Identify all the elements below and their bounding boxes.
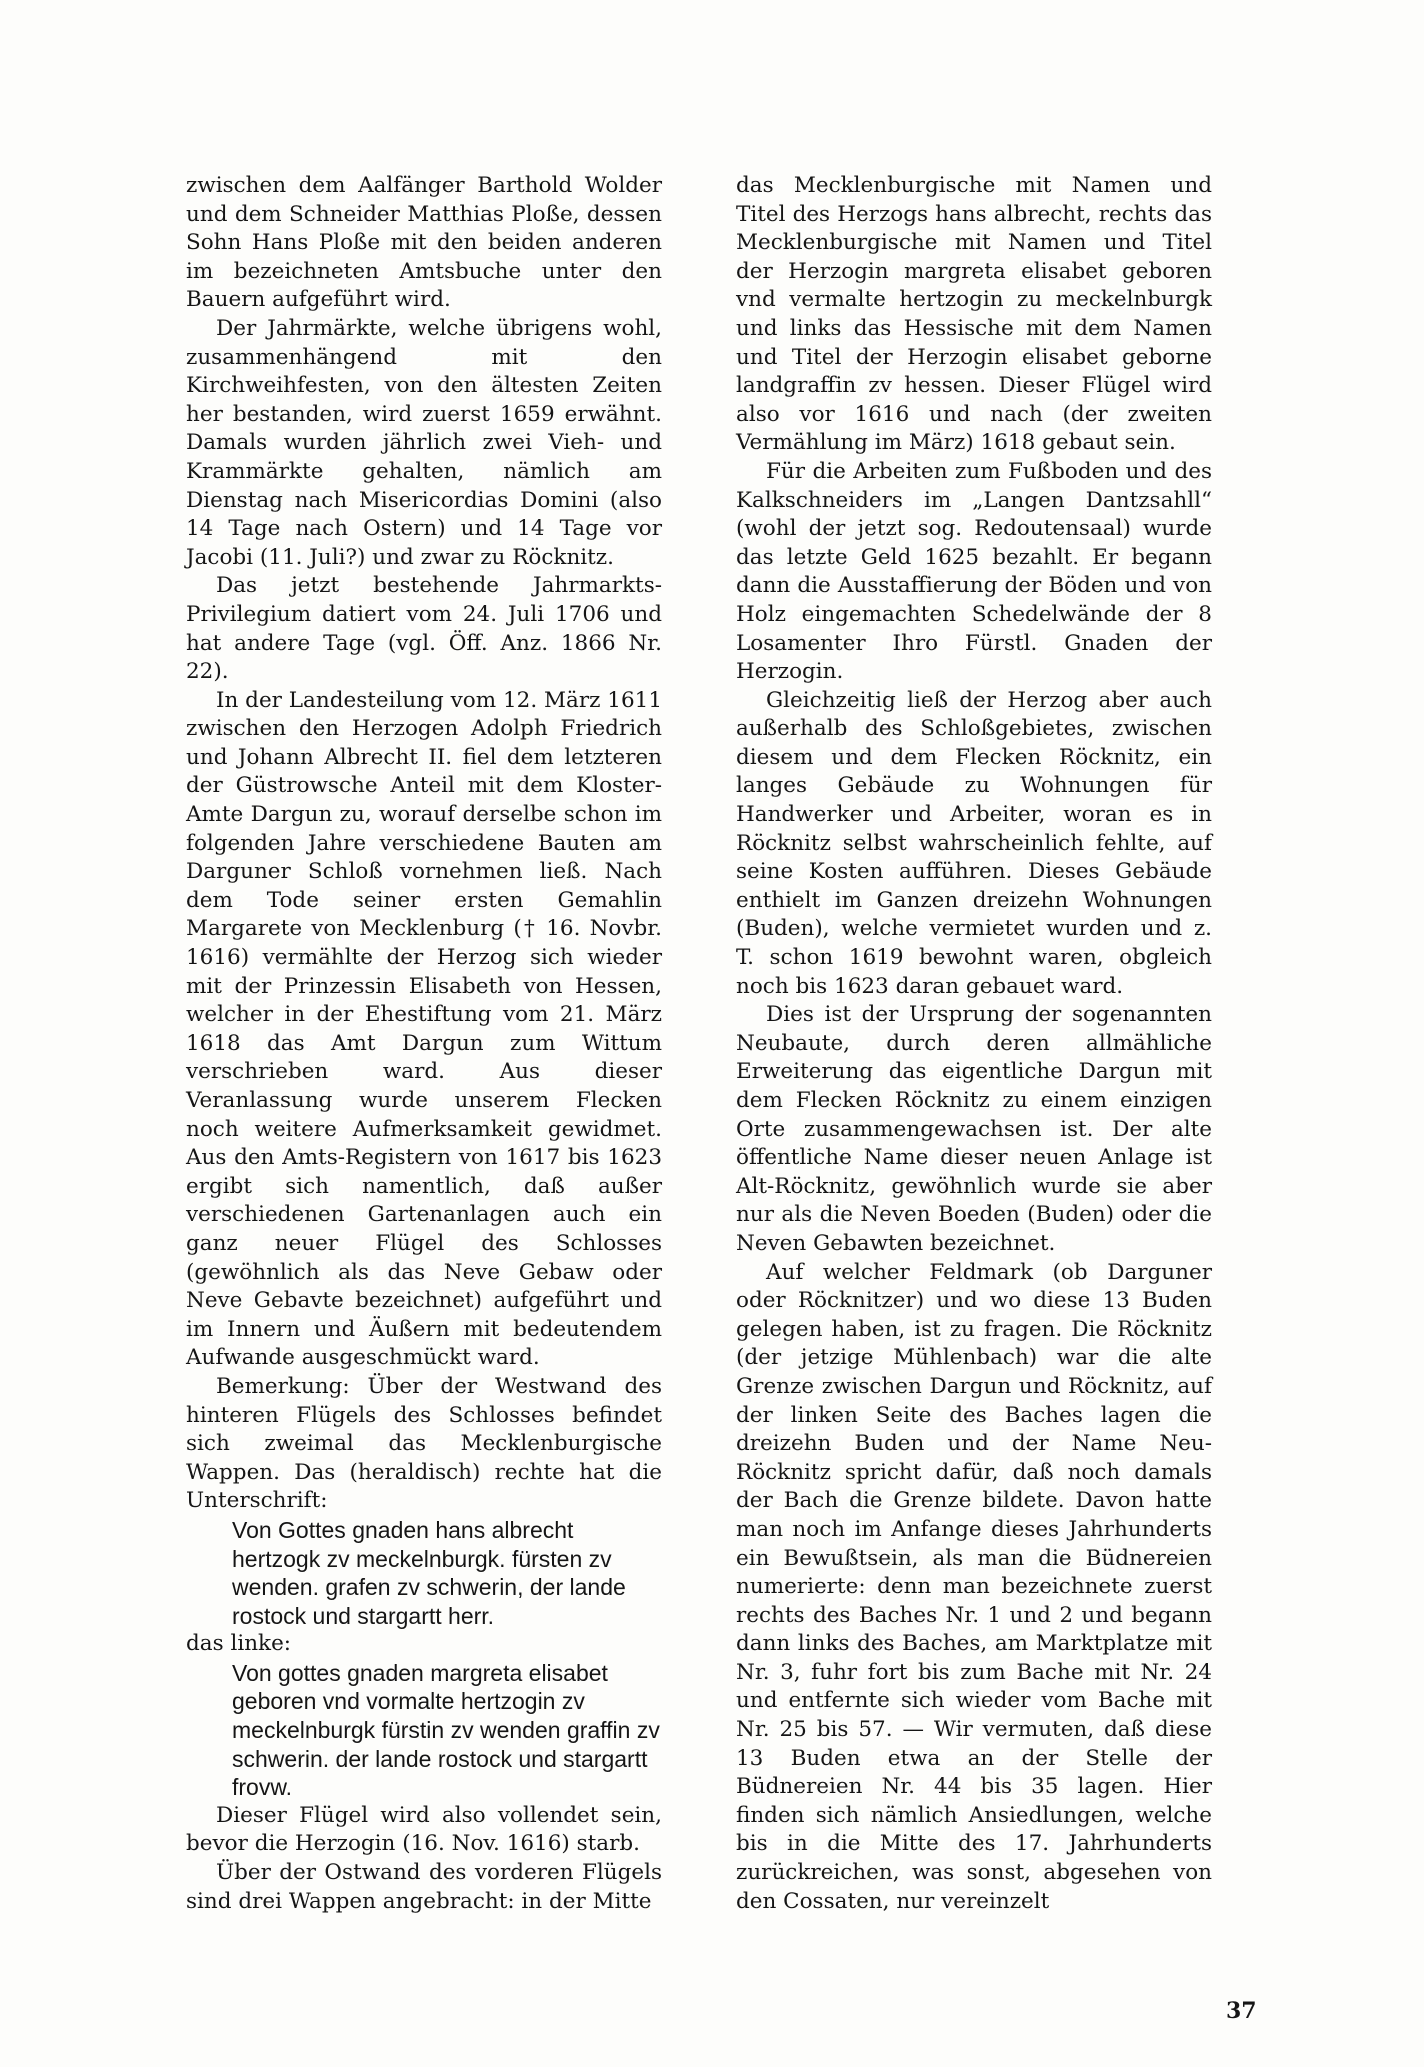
- paragraph: das Mecklenburgische mit Namen und Titel des Herzogs hans albrecht, rechts das Mecklenburgische mit Namen und Titel der Herzogin margreta elisabet geboren vnd vermalte hertzogin zu meckelnburgk und links das Hessische mit dem Namen und Titel der Herzogin elisabet geborne landgraffin zv hessen. Dieser Flügel wird also vor 1616 und nach (der zweiten Vermählung im März) 1618 gebaut sein.: [736, 173, 1212, 456]
- paragraph: Bemerkung: Über der Westwand des hinteren Flügels des Schlosses befindet sich zweimal das Mecklenburgische Wappen. Das (heraldisch) rechte hat die Unterschrift:: [186, 1373, 662, 1514]
- inscription-right-coat-of-arms: Von Gottes gnaden hans albrecht hertzogk zv meckelnburgk. fürsten zv wenden. grafen zv schwerin, der lande rostock und stargartt herr.: [232, 1516, 626, 1629]
- right-column: [736, 172, 1212, 1916]
- paragraph: Das jetzt bestehende Jahrmarkts-Privilegium datiert vom 24. Juli 1706 und hat andere Tage (vgl. Öff. Anz. 1866 Nr. 22).: [186, 573, 662, 685]
- paragraph: Für die Arbeiten zum Fußboden und des Kalkschneiders im „Langen Dantzsahll“ (wohl der jetzt sog. Redoutensaal) wurde das letzte Geld 1625 bezahlt. Er begann dann die Ausstaffierung der Böden und von Holz eingemachten Schedelwände der 8 Losamenter Ihro Fürstl. Gnaden der Herzogin.: [736, 458, 1212, 685]
- inscription-left-coat-of-arms: Von gottes gnaden margreta elisabet geboren vnd vormalte hertzogin zv meckelnburgk fürstin zv wenden graffin zv schwerin. der lande rostock und stargartt frovw.: [232, 1659, 660, 1801]
- page-number: 37: [1226, 1998, 1257, 2024]
- paragraph: das linke:: [186, 1631, 292, 1657]
- left-column: [186, 172, 662, 1916]
- paragraph: Über der Ostwand des vorderen Flügels sind drei Wappen angebracht: in der Mitte: [186, 1860, 662, 1914]
- paragraph: Der Jahrmärkte, welche übrigens wohl, zusammenhängend mit den Kirchweihfesten, von den ältesten Zeiten her bestanden, wird zuerst 1659 erwähnt. Damals wurden jährlich zwei Vieh- und Krammärkte gehalten, nämlich am Dienstag nach Misericordias Domini (also 14 Tage nach Ostern) und 14 Tage vor Jacobi (11. Juli?) und zwar zu Röcknitz.: [186, 315, 662, 570]
- paragraph: Auf welcher Feldmark (ob Darguner oder Röcknitzer) und wo diese 13 Buden gelegen haben, ist zu fragen. Die Röcknitz (der jetzige Mühlenbach) war die alte Grenze zwischen Dargun und Röcknitz, auf der linken Seite des Baches lagen die dreizehn Buden und der Name Neu-Röcknitz spricht dafür, daß noch damals der Bach die Grenze bildete. Davon hatte man noch im Anfange dieses Jahrhunderts ein Bewußtsein, als man die Büdnereien numerierte: denn man bezeichnete zuerst rechts des Baches Nr. 1 und 2 und begann dann links des Baches, am Marktplatze mit Nr. 3, fuhr fort bis zum Bache mit Nr. 24 und entfernte sich wieder vom Bache mit Nr. 25 bis 57. — Wir vermuten, daß diese 13 Buden etwa an der Stelle der Büdnereien Nr. 44 bis 35 lagen. Hier finden sich nämlich Ansiedlungen, welche bis in die Mitte des 17. Jahrhunderts zurückreichen, was sonst, abgesehen von den Cossaten, nur vereinzelt: [736, 1259, 1212, 1914]
- paragraph: Dieser Flügel wird also vollendet sein, bevor die Herzogin (16. Nov. 1616) starb.: [186, 1802, 662, 1857]
- paragraph: zwischen dem Aalfänger Barthold Wolder und dem Schneider Matthias Ploße, dessen Sohn Hans Ploße mit den beiden anderen im bezeichneten Amtsbuche unter den Bauern aufgeführt wird.: [186, 173, 662, 313]
- paragraph: Gleichzeitig ließ der Herzog aber auch außerhalb des Schloßgebietes, zwischen diesem und dem Flecken Röcknitz, ein langes Gebäude zu Wohnungen für Handwerker und Arbeiter, woran es in Röcknitz selbst wahrscheinlich fehlte, auf seine Kosten aufführen. Dieses Gebäude enthielt im Ganzen dreizehn Wohnungen (Buden), welche vermietet wurden und z. T. schon 1619 bewohnt waren, obgleich noch bis 1623 daran gebauet ward.: [736, 687, 1212, 999]
- paragraph: Dies ist der Ursprung der sogenannten Neubaute, durch deren allmähliche Erweiterung das eigentliche Dargun mit dem Flecken Röcknitz zu einem einzigen Orte zusammengewachsen ist. Der alte öffentliche Name dieser neuen Anlage ist Alt-Röcknitz, gewöhnlich wurde sie aber nur als die Neven Boeden (Buden) oder die Neven Gebawten bezeichnet.: [736, 1002, 1212, 1256]
- paragraph: In der Landesteilung vom 12. März 1611 zwischen den Herzogen Adolph Friedrich und Johann Albrecht II. fiel dem letzteren der Güstrowsche Anteil mit dem Kloster-Amte Dargun zu, worauf derselbe schon im folgenden Jahre verschiedene Bauten am Darguner Schloß vornehmen ließ. Nach dem Tode seiner ersten Gemahlin Margarete von Mecklenburg († 16. Novbr. 1616) vermählte der Herzog sich wieder mit der Prinzessin Elisabeth von Hessen, welcher in der Ehestiftung vom 21. März 1618 das Amt Dargun zum Wittum verschrieben ward. Aus dieser Veranlassung wurde unserem Flecken noch weitere Aufmerksamkeit gewidmet. Aus den Amts-Registern von 1617 bis 1623 ergibt sich namentlich, daß außer verschiedenen Gartenanlagen auch ein ganz neuer Flügel des Schlosses (gewöhnlich als das Neve Gebaw oder Neve Gebavte bezeichnet) aufgeführt und im Innern und Äußern mit bedeutendem Aufwande ausgeschmückt ward.: [186, 687, 662, 1371]
